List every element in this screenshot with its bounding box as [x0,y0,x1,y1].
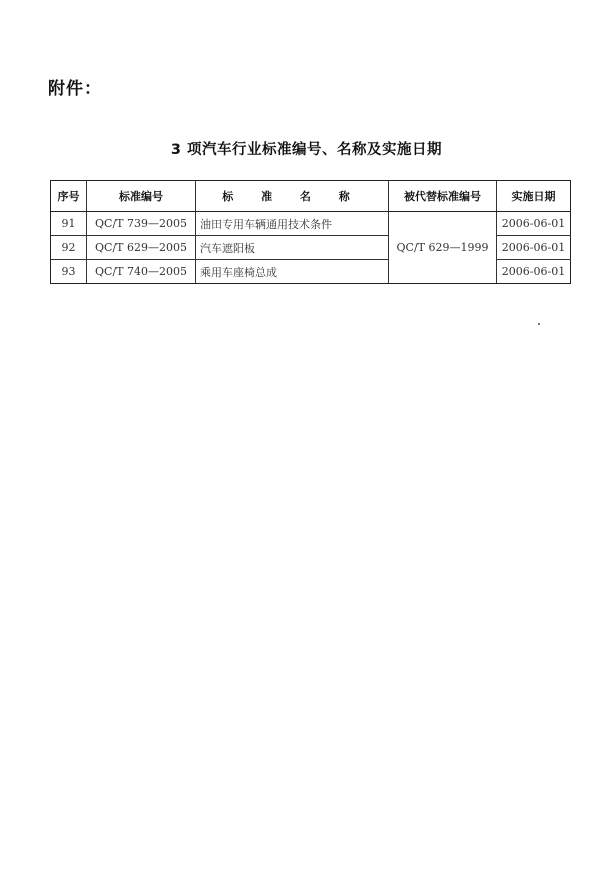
row-name: 油田专用车辆通用技术条件 [196,212,389,236]
row-code: QC/T 739—2005 [87,212,196,236]
document-title: 3 项汽车行业标准编号、名称及实施日期 [170,142,443,158]
table-row [51,236,571,260]
row-code: QC/T 629—2005 [87,236,196,260]
scan-speck [538,323,540,325]
column-header-no: 序号 [51,181,87,212]
column-header-replaced: 被代替标准编号 [389,181,497,212]
standards-table [50,180,571,284]
row-name: 乘用车座椅总成 [196,260,389,284]
row-name: 汽车遮阳板 [196,236,389,260]
row-date: 2006-06-01 [497,260,571,284]
column-header-code: 标准编号 [87,181,196,212]
table-row [51,212,571,236]
table-row [51,260,571,284]
row-replaced [389,260,497,284]
attachment-label: 附件： [48,79,102,99]
row-date: 2006-06-01 [497,212,571,236]
row-no: 91 [51,212,87,236]
table-header-row [51,181,571,212]
row-date: 2006-06-01 [497,236,571,260]
row-code: QC/T 740—2005 [87,260,196,284]
column-header-date: 实施日期 [497,181,571,212]
column-header-name: 标 准 名 称 [196,181,389,212]
row-replaced: QC/T 629—1999 [389,236,497,260]
row-replaced [389,212,497,236]
row-no: 93 [51,260,87,284]
row-no: 92 [51,236,87,260]
